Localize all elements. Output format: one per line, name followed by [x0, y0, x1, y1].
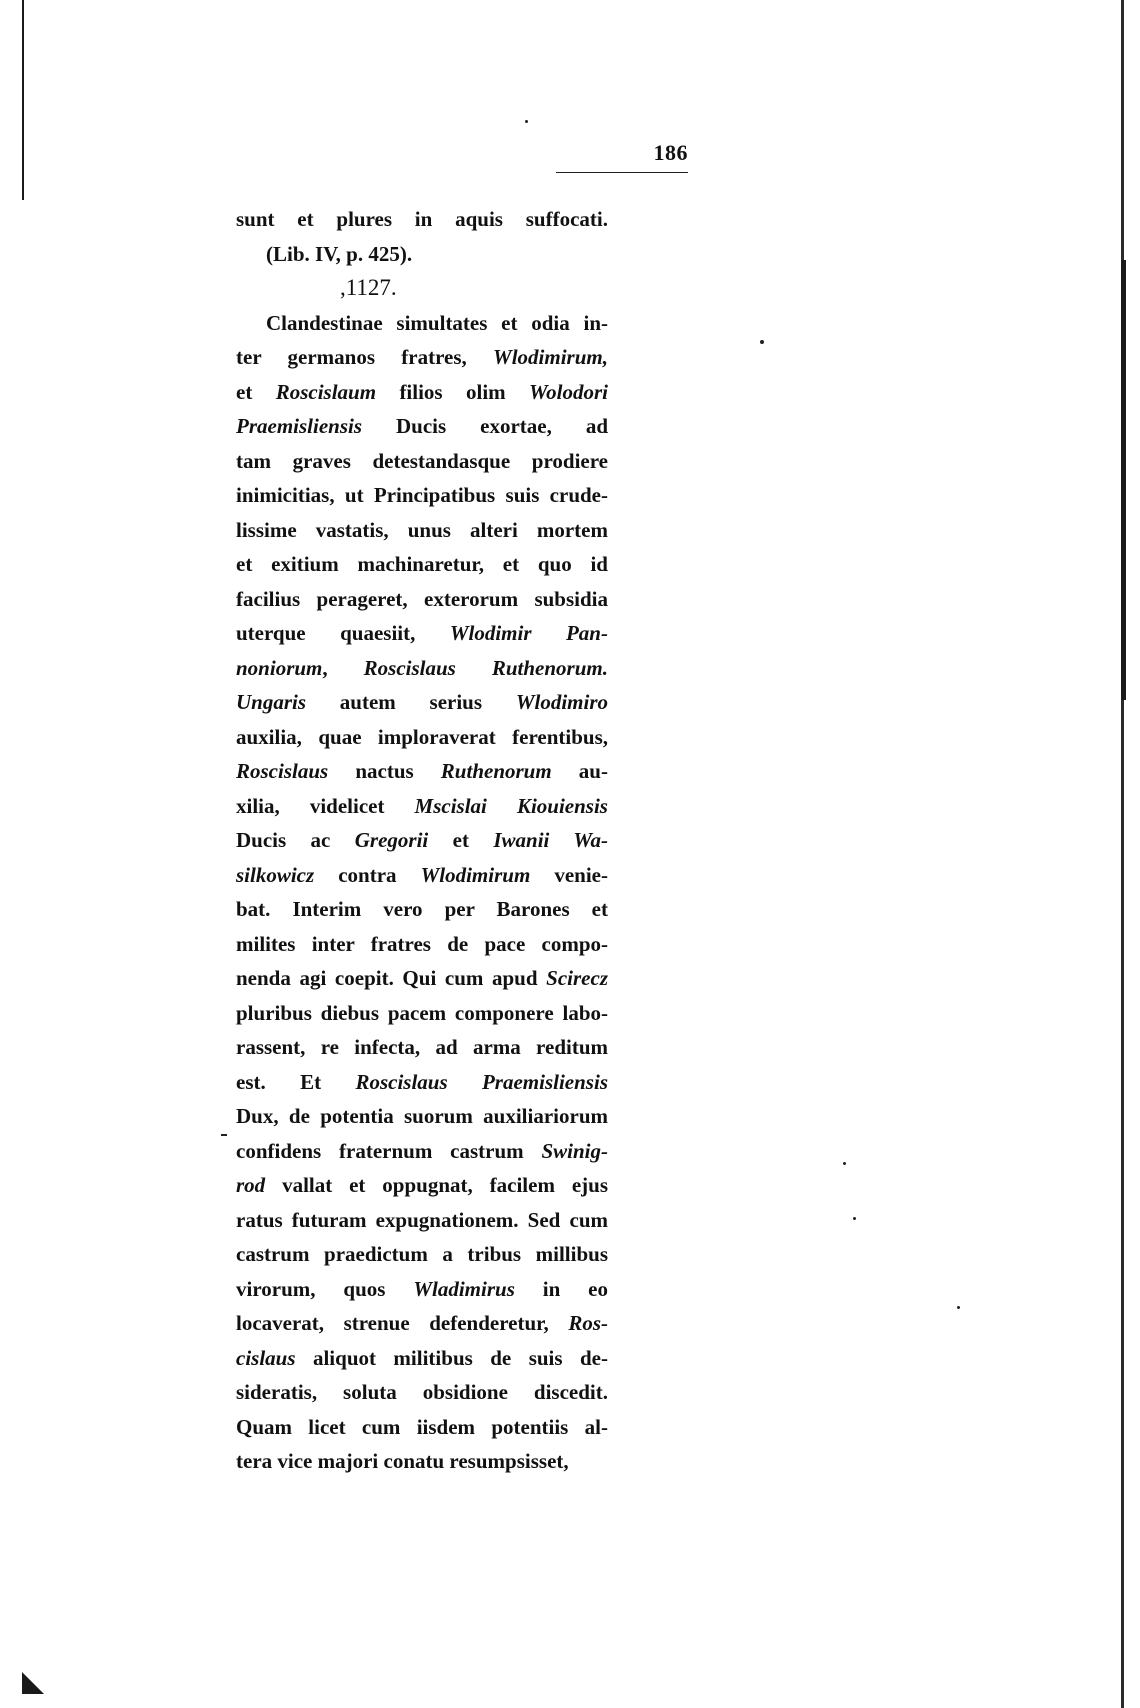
scan-edge-right-shadow	[1121, 260, 1126, 700]
body-text	[236, 202, 608, 1479]
text-line: ratus futuram expugnationem. Sed cum	[236, 1207, 608, 1232]
text-line: silkowicz contra Wlodimirum venie-	[236, 862, 608, 887]
scan-speck	[843, 1162, 846, 1165]
text-line: Dux, de potentia suorum auxiliariorum	[236, 1104, 608, 1128]
text-line: cislaus aliquot militibus de suis de-	[236, 1345, 608, 1370]
scan-speck	[221, 1134, 227, 1136]
text-line: auxilia, quae imploraverat ferentibus,	[236, 724, 608, 749]
text-line: xilia, videlicet Mscislai Kiouiensis	[236, 793, 608, 818]
text-line: castrum praedictum a tribus millibus	[236, 1242, 608, 1266]
scan-edge-left	[22, 0, 24, 200]
text-line: et Roscislaum filios olim Wolodori	[236, 379, 608, 404]
scan-speck	[853, 1217, 856, 1220]
text-line: Ducis ac Gregorii et Iwanii Wa-	[236, 828, 608, 852]
year-heading: ,1127.	[340, 275, 397, 300]
text-line: pluribus diebus pacem componere labo-	[236, 1000, 608, 1025]
text-line: ter germanos fratres, Wlodimirum,	[236, 345, 608, 369]
scan-speck	[525, 120, 528, 123]
text-line: milites inter fratres de pace compo-	[236, 931, 608, 956]
text-line: et exitium machinaretur, et quo id	[236, 552, 608, 576]
text-line: tam graves detestandasque prodiere	[236, 448, 608, 473]
scan-speck	[957, 1306, 960, 1309]
text-line: Quam licet cum iisdem potentiis al-	[236, 1414, 608, 1439]
text-line: lissime vastatis, unus alteri mortem	[236, 517, 608, 542]
text-line: noniorum, Roscislaus Ruthenorum.	[236, 655, 608, 680]
page-number: 186	[653, 140, 688, 165]
text-line: inimicitias, ut Principatibus suis crude-	[236, 483, 608, 507]
text-line: sideratis, soluta obsidione discedit.	[236, 1380, 608, 1404]
text-line: rod vallat et oppugnat, facilem ejus	[236, 1173, 608, 1197]
page-number-rule	[556, 172, 688, 173]
text-line: Clandestinae simultates et odia in-	[266, 310, 608, 335]
text-line: rassent, re infecta, ad arma reditum	[236, 1035, 608, 1059]
text-line: confidens fraternum castrum Swinig-	[236, 1138, 608, 1163]
text-line: locaverat, strenue defenderetur, Ros-	[236, 1311, 608, 1335]
scan-speck	[760, 340, 764, 344]
scan-edge-right	[1121, 0, 1124, 1708]
scan-corner-mark	[22, 1672, 44, 1694]
text-line: nenda agi coepit. Qui cum apud Scirecz	[236, 966, 608, 990]
text-line: uterque quaesiit, Wlodimir Pan-	[236, 621, 608, 645]
text-line: est. Et Roscislaus Praemisliensis	[236, 1069, 608, 1094]
text-line: sunt et plures in aquis suffocati.	[236, 207, 608, 231]
text-line: bat. Interim vero per Barones et	[236, 897, 608, 921]
text-line: Ungaris autem serius Wlodimiro	[236, 690, 608, 714]
text-line: tera vice majori conatu resumpsisset,	[236, 1449, 569, 1473]
text-line: Roscislaus nactus Ruthenorum au-	[236, 759, 608, 783]
text-line: Praemisliensis Ducis exortae, ad	[236, 414, 608, 438]
text-line: virorum, quos Wladimirus in eo	[236, 1276, 608, 1301]
citation-line: (Lib. IV, p. 425).	[266, 241, 413, 266]
text-line: facilius perageret, exterorum subsidia	[236, 586, 608, 611]
